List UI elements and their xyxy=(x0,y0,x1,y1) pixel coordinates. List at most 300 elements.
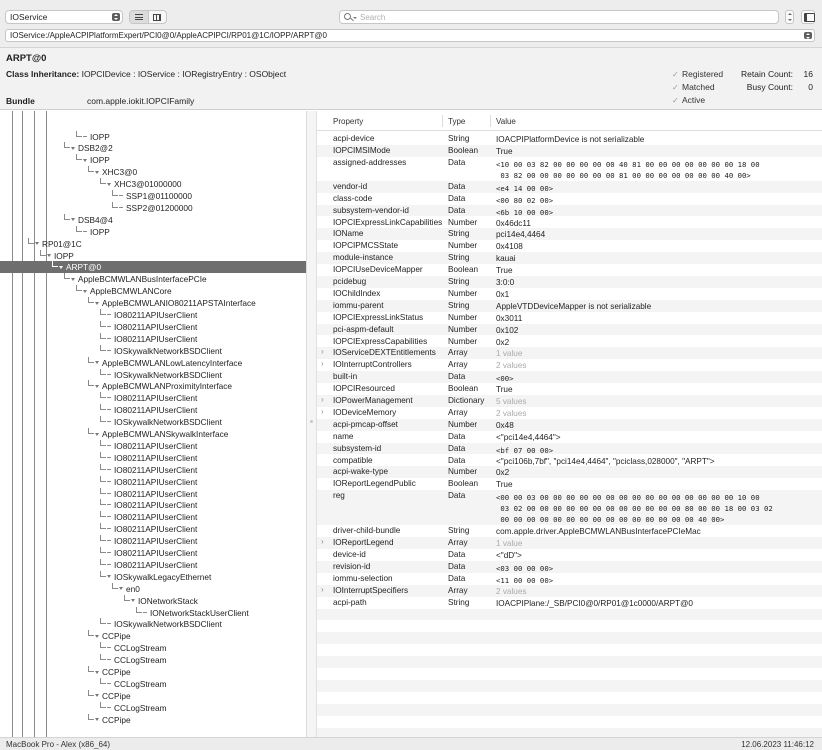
tree-node[interactable] xyxy=(0,142,307,154)
property-value: <00 80 02 00> xyxy=(496,195,554,205)
property-type: Array xyxy=(448,360,468,370)
property-type: Number xyxy=(448,241,478,251)
retain-count-label: Retain Count: xyxy=(741,69,793,79)
tree-node[interactable] xyxy=(0,154,307,166)
property-value: <bf 07 00 00> xyxy=(496,445,554,455)
tree-node[interactable] xyxy=(0,607,307,619)
tree-node[interactable] xyxy=(0,380,307,392)
tree-connector xyxy=(100,547,106,553)
property-row[interactable] xyxy=(317,455,822,467)
property-row[interactable] xyxy=(317,288,822,300)
checkmark-icon: ✓ xyxy=(672,96,679,105)
tree-connector xyxy=(88,690,94,696)
empty-row xyxy=(317,716,822,728)
tree-node-label: CCPipe xyxy=(102,690,131,701)
disclosure-triangle-icon[interactable] xyxy=(131,599,135,602)
property-name: subsystem-vendor-id xyxy=(333,205,409,215)
property-name: reg xyxy=(333,491,345,501)
property-name: IOPCIResourced xyxy=(333,384,395,394)
property-row[interactable] xyxy=(317,240,822,252)
property-type: Data xyxy=(448,157,466,167)
property-name: acpi-pmcap-offset xyxy=(333,419,398,429)
tree-connector xyxy=(76,226,82,232)
property-name: IOReportLegendPublic xyxy=(333,479,416,489)
tree-node[interactable] xyxy=(0,178,307,190)
property-type: String xyxy=(448,597,470,607)
tree-node[interactable] xyxy=(0,261,307,273)
tree-node-label: CCPipe xyxy=(102,667,131,677)
property-type: String xyxy=(448,229,470,239)
tree-connector xyxy=(88,357,94,363)
tree-node[interactable] xyxy=(0,523,307,535)
disclosure-triangle-icon[interactable] xyxy=(95,718,99,721)
property-row[interactable] xyxy=(317,133,822,145)
leaf-dash-icon xyxy=(107,338,111,339)
tree-node-label: AppleBCMWLANLowLatencyInterface xyxy=(102,357,243,368)
property-row[interactable] xyxy=(317,371,822,383)
sidebar-toggle-button[interactable] xyxy=(801,10,815,24)
tree-node[interactable] xyxy=(0,559,307,571)
property-type: Data xyxy=(448,550,466,559)
tree-node[interactable] xyxy=(0,285,307,297)
column-separator[interactable] xyxy=(490,115,491,127)
property-row[interactable] xyxy=(317,549,822,561)
tree-connector xyxy=(112,190,118,196)
property-type: String xyxy=(448,253,470,263)
registry-path: IOService:/AppleACPIPlatformExpert/PCI0@0/AppleACPIPCI/RP01@1C/IOPP/ARPT@0 xyxy=(10,31,327,40)
leaf-dash-icon xyxy=(107,326,111,327)
property-row[interactable] xyxy=(317,431,822,443)
tree-node-label: IOPP xyxy=(90,131,110,142)
tree-node-label: IOSkywalkLegacyEthernet xyxy=(114,571,212,582)
disclosure-triangle-icon[interactable] xyxy=(83,290,87,293)
tree-connector xyxy=(76,154,82,160)
tree-node[interactable] xyxy=(0,618,307,630)
disclosure-triangle-icon[interactable] xyxy=(83,159,87,162)
property-row[interactable] xyxy=(317,466,822,478)
tree-node-label: DSB2@2 xyxy=(78,143,113,154)
tree-node[interactable] xyxy=(0,166,307,178)
tree-node[interactable] xyxy=(0,190,307,202)
class-inheritance-label: Class Inheritance: xyxy=(6,69,80,79)
property-name: IOReportLegend xyxy=(333,538,394,548)
property-value: True xyxy=(496,480,513,490)
tree-node[interactable] xyxy=(0,440,307,452)
disclosure-triangle-icon[interactable] xyxy=(71,147,75,150)
tree-connector xyxy=(100,511,106,517)
tree-node-label: IO80211APIUserClient xyxy=(114,524,198,535)
disclosure-triangle-icon[interactable] xyxy=(95,385,99,388)
property-name: pci-aspm-default xyxy=(333,324,394,334)
tree-connector xyxy=(88,380,94,386)
property-row[interactable] xyxy=(317,264,822,276)
property-name: built-in xyxy=(333,372,358,382)
tree-node-label: CCLogStream xyxy=(114,643,167,654)
property-row[interactable] xyxy=(317,300,822,312)
bundle-label: Bundle xyxy=(6,96,35,106)
plane-select-value: IOService xyxy=(10,12,48,22)
tree-connector xyxy=(52,261,58,267)
tree-node[interactable] xyxy=(0,416,307,428)
property-name: IOPCIUseDeviceMapper xyxy=(333,265,423,275)
leaf-dash-icon xyxy=(83,136,87,137)
property-row[interactable] xyxy=(317,407,822,419)
property-type: Data xyxy=(448,455,466,465)
tree-node[interactable] xyxy=(0,250,307,262)
tree-connector xyxy=(64,273,70,279)
tree-node[interactable] xyxy=(0,595,307,607)
property-value: <"pci14e4,4464"> xyxy=(496,432,561,442)
property-value: 1 value xyxy=(496,349,523,359)
expand-chevron-icon[interactable]: › xyxy=(321,584,324,594)
tree-node[interactable] xyxy=(0,321,307,333)
tree-node[interactable] xyxy=(0,309,307,321)
properties-table[interactable] xyxy=(317,111,822,737)
property-row[interactable] xyxy=(317,193,822,205)
leaf-dash-icon xyxy=(107,540,111,541)
view-mode-toggle[interactable] xyxy=(129,10,167,24)
leaf-dash-icon xyxy=(107,481,111,482)
property-row[interactable] xyxy=(317,395,822,407)
disclosure-triangle-icon[interactable] xyxy=(107,183,111,186)
property-name: iommu-selection xyxy=(333,573,393,583)
tree-node[interactable] xyxy=(0,357,307,369)
property-type: Boolean xyxy=(448,479,479,489)
tree-node-label: DSB4@4 xyxy=(78,214,113,225)
property-name: subsystem-id xyxy=(333,443,382,453)
leaf-dash-icon xyxy=(107,421,111,422)
property-value: 0x1 xyxy=(496,289,510,299)
tree-connector xyxy=(100,642,106,648)
tree-node-label: IONetworkStack xyxy=(138,595,198,606)
tree-node[interactable] xyxy=(0,345,307,357)
tree-node-label: RP01@1C xyxy=(42,238,82,249)
property-row[interactable] xyxy=(317,525,822,537)
property-name: assigned-addresses xyxy=(333,157,407,167)
leaf-dash-icon xyxy=(83,231,87,232)
property-name: IOPCIMSIMode xyxy=(333,145,391,155)
tree-node[interactable] xyxy=(0,571,307,583)
tree-connector xyxy=(100,488,106,494)
tree-connector xyxy=(40,250,46,256)
leaf-dash-icon xyxy=(107,314,111,315)
property-row[interactable] xyxy=(317,336,822,348)
disclosure-triangle-icon[interactable] xyxy=(119,587,123,590)
property-name: vendor-id xyxy=(333,181,368,191)
leaf-dash-icon xyxy=(107,374,111,375)
property-value: <11 00 00 00> xyxy=(496,575,554,585)
property-value: <00 00 03 00 00 00 00 00 00 00 00 00 00 00 00 00 00 00 10 00 03 02 00 00 00 00 00 00 00 00 00 00 00 00 80 00 00 18 00 03 02 00 00 00 00 00 00 00 00 00 00 00 00 00 00 00 40 00> xyxy=(496,493,773,525)
tree-connector xyxy=(64,142,70,148)
tree-connector xyxy=(100,523,106,529)
tree-node[interactable] xyxy=(0,464,307,476)
tree-node[interactable] xyxy=(0,404,307,416)
search-options-caret-icon[interactable] xyxy=(353,17,357,19)
split-view-divider[interactable] xyxy=(307,111,317,737)
column-header-property[interactable]: Property xyxy=(333,117,364,126)
tree-connector xyxy=(88,630,94,636)
tree-connector xyxy=(112,583,118,589)
tree-node-label: IONetworkStackUserClient xyxy=(150,607,249,618)
tree-node[interactable] xyxy=(0,654,307,666)
property-row[interactable] xyxy=(317,312,822,324)
property-name: compatible xyxy=(333,455,373,465)
tree-connector xyxy=(100,618,106,624)
property-type: Data xyxy=(448,181,466,191)
disclosure-triangle-icon[interactable] xyxy=(107,575,111,578)
columns-icon xyxy=(153,14,161,21)
property-row[interactable] xyxy=(317,145,822,157)
disclosure-triangle-icon[interactable] xyxy=(95,433,99,436)
property-row[interactable] xyxy=(317,217,822,229)
tree-node[interactable] xyxy=(0,499,307,511)
tree-connector xyxy=(88,297,94,303)
property-type: Number xyxy=(448,217,478,227)
property-value: 0x2 xyxy=(496,468,510,478)
column-separator[interactable] xyxy=(442,115,443,127)
property-value: 2 values xyxy=(496,586,527,596)
tree-connector xyxy=(88,166,94,172)
property-type: Boolean xyxy=(448,145,479,155)
property-type: String xyxy=(448,526,470,536)
property-row[interactable] xyxy=(317,573,822,585)
expand-chevron-icon[interactable]: › xyxy=(321,406,324,416)
tree-node[interactable] xyxy=(0,511,307,523)
tree-node-label: IO80211APIUserClient xyxy=(114,536,198,547)
property-row[interactable] xyxy=(317,597,822,609)
leaf-dash-icon xyxy=(107,504,111,505)
tree-node[interactable] xyxy=(0,226,307,238)
tree-node-label: IO80211APIUserClient xyxy=(114,321,198,332)
tree-node[interactable] xyxy=(0,547,307,559)
disclosure-triangle-icon[interactable] xyxy=(71,218,75,221)
property-name: driver-child-bundle xyxy=(333,526,401,536)
tree-node-label: IO80211APIUserClient xyxy=(114,548,198,558)
property-name: IOPCIExpressCapabilities xyxy=(333,336,428,346)
property-row[interactable] xyxy=(317,276,822,288)
tree-node-label: CCPipe xyxy=(102,714,131,725)
property-value: 2 values xyxy=(496,408,527,418)
tree-node-label: IO80211APIUserClient xyxy=(114,559,198,570)
disclosure-triangle-icon[interactable] xyxy=(95,171,99,174)
tree-node[interactable] xyxy=(0,583,307,595)
tree-connector xyxy=(100,678,106,684)
empty-row xyxy=(317,656,822,668)
tree-connector xyxy=(76,131,82,137)
property-row[interactable] xyxy=(317,228,822,240)
tree-node[interactable] xyxy=(0,202,307,214)
property-row[interactable] xyxy=(317,585,822,597)
search-input[interactable] xyxy=(360,11,770,23)
tree-node[interactable] xyxy=(0,297,307,309)
tree-connector xyxy=(100,369,106,375)
chevron-updown-icon xyxy=(112,13,120,21)
registry-tree[interactable] xyxy=(0,111,307,737)
tree-node[interactable] xyxy=(0,476,307,488)
tree-node-label: IOPP xyxy=(90,226,110,237)
property-value: <6b 10 00 00> xyxy=(496,207,554,217)
tree-connector xyxy=(124,595,130,601)
disclosure-triangle-icon[interactable] xyxy=(47,254,51,257)
tree-node-label: IO80211APIUserClient xyxy=(114,393,198,404)
tree-connector xyxy=(100,404,106,410)
search-field[interactable] xyxy=(339,10,779,24)
property-type: Array xyxy=(448,585,468,595)
disclosure-triangle-icon[interactable] xyxy=(71,278,75,281)
property-row[interactable] xyxy=(317,383,822,395)
tree-node-label: AppleBCMWLANCore xyxy=(90,286,172,297)
property-value: <10 00 03 82 00 00 00 00 00 40 81 00 00 00 00 00 00 00 18 00 03 82 00 00 00 00 00 00 00 81 00 00 00 00 00 00 00 40 00> xyxy=(496,159,760,180)
tree-node-label: AppleBCMWLANProximityInterface xyxy=(102,381,233,392)
empty-row xyxy=(317,728,822,738)
property-type: Number xyxy=(448,419,478,429)
disclosure-triangle-icon[interactable] xyxy=(95,671,99,674)
property-row[interactable] xyxy=(317,490,822,525)
property-type: Data xyxy=(448,372,466,382)
property-type: Number xyxy=(448,288,478,298)
property-row[interactable] xyxy=(317,478,822,490)
tree-node[interactable] xyxy=(0,392,307,404)
tree-node[interactable] xyxy=(0,428,307,440)
property-type: Array xyxy=(448,348,468,358)
property-row[interactable] xyxy=(317,537,822,549)
empty-row xyxy=(317,632,822,644)
tree-node-label: CCPipe xyxy=(102,631,131,642)
column-header-type[interactable]: Type xyxy=(448,117,466,126)
status-label: Matched xyxy=(682,82,715,92)
tree-connector xyxy=(64,214,70,220)
search-stepper[interactable] xyxy=(785,10,794,24)
property-name: class-code xyxy=(333,193,373,203)
tree-connector xyxy=(100,464,106,470)
tree-node[interactable] xyxy=(0,131,307,143)
column-header-value[interactable]: Value xyxy=(496,117,516,126)
property-row[interactable] xyxy=(317,157,822,181)
property-name: revision-id xyxy=(333,561,371,571)
property-type: Data xyxy=(448,443,466,453)
property-type: Number xyxy=(448,467,478,477)
tree-node[interactable] xyxy=(0,369,307,381)
tree-node-label: IOSkywalkNetworkBSDClient xyxy=(114,369,222,380)
tree-connector xyxy=(136,607,142,613)
tree-node-label: IO80211APIUserClient xyxy=(114,476,198,487)
disclosure-triangle-icon[interactable] xyxy=(35,242,39,245)
tree-connector xyxy=(100,345,106,351)
property-value: 5 values xyxy=(496,397,527,406)
expand-chevron-icon[interactable]: › xyxy=(321,359,324,369)
tree-node[interactable] xyxy=(0,488,307,500)
tree-node-label: IO80211APIUserClient xyxy=(114,488,198,499)
tree-node[interactable] xyxy=(0,214,307,226)
property-row[interactable] xyxy=(317,324,822,336)
tree-node-label: CCLogStream xyxy=(114,655,167,666)
tree-node[interactable] xyxy=(0,714,307,726)
tree-node[interactable] xyxy=(0,702,307,714)
leaf-dash-icon xyxy=(107,493,111,494)
property-name: iommu-parent xyxy=(333,300,384,310)
tree-node[interactable] xyxy=(0,642,307,654)
empty-row xyxy=(317,668,822,680)
tree-node[interactable] xyxy=(0,273,307,285)
plane-select[interactable] xyxy=(5,10,123,24)
property-value: 0x46dc11 xyxy=(496,218,531,228)
property-row[interactable] xyxy=(317,443,822,455)
property-type: Boolean xyxy=(448,384,479,394)
property-row[interactable] xyxy=(317,419,822,431)
property-name: IOInterruptControllers xyxy=(333,360,412,370)
disclosure-triangle-icon[interactable] xyxy=(95,302,99,305)
property-value: 0x2 xyxy=(496,337,510,347)
property-type: Boolean xyxy=(448,265,479,275)
leaf-dash-icon xyxy=(143,612,147,613)
leaf-dash-icon xyxy=(107,457,111,458)
list-view-button[interactable] xyxy=(130,11,149,23)
tree-connector xyxy=(76,285,82,291)
property-row[interactable] xyxy=(317,561,822,573)
tree-node-label: IOSkywalkNetworkBSDClient xyxy=(114,417,222,428)
busy-count-label: Busy Count: xyxy=(746,82,793,92)
tree-node[interactable] xyxy=(0,630,307,642)
disclosure-triangle-icon[interactable] xyxy=(95,694,99,697)
expand-chevron-icon[interactable]: › xyxy=(321,347,324,357)
tree-node[interactable] xyxy=(0,666,307,678)
expand-chevron-icon[interactable]: › xyxy=(321,537,324,547)
tree-node[interactable] xyxy=(0,690,307,702)
tree-node-label: SSP2@01200000 xyxy=(126,202,193,213)
property-type: Data xyxy=(448,205,466,215)
class-inheritance xyxy=(6,69,286,79)
checkmark-icon: ✓ xyxy=(672,83,679,92)
tree-node[interactable] xyxy=(0,452,307,464)
tree-node[interactable] xyxy=(0,678,307,690)
property-value: 0x4108 xyxy=(496,242,523,252)
property-name: IOInterruptSpecifiers xyxy=(333,585,409,595)
property-row[interactable] xyxy=(317,359,822,371)
disclosure-triangle-icon[interactable] xyxy=(95,361,99,364)
tree-node-label: XHC3@01000000 xyxy=(114,179,182,190)
registry-path-field[interactable] xyxy=(5,29,815,42)
property-type: Dictionary xyxy=(448,396,485,405)
tree-node-label: IOPP xyxy=(90,155,110,166)
tree-node[interactable] xyxy=(0,535,307,547)
tree-node[interactable] xyxy=(0,238,307,250)
property-name: pcidebug xyxy=(333,277,367,286)
tree-node[interactable] xyxy=(0,333,307,345)
expand-chevron-icon[interactable]: › xyxy=(321,395,324,404)
tree-node-label: IO80211APIUserClient xyxy=(114,512,198,523)
property-type: Number xyxy=(448,324,478,334)
tree-connector xyxy=(88,714,94,720)
tree-connector xyxy=(100,333,106,339)
property-row[interactable] xyxy=(317,205,822,217)
property-name: acpi-device xyxy=(333,134,375,143)
property-value: com.apple.driver.AppleBCMWLANBusInterfacePCIeMac xyxy=(496,527,701,537)
tree-node-label: XHC3@0 xyxy=(102,167,138,178)
property-row[interactable] xyxy=(317,181,822,193)
leaf-dash-icon xyxy=(107,409,111,410)
column-view-button[interactable] xyxy=(149,11,167,23)
disclosure-triangle-icon[interactable] xyxy=(59,266,63,269)
property-row[interactable] xyxy=(317,252,822,264)
property-value: <"pci106b,7bf", "pci14e4,4464", "pciclass,028000", "ARPT"> xyxy=(496,456,715,466)
tree-connector xyxy=(100,535,106,541)
disclosure-triangle-icon[interactable] xyxy=(95,635,99,638)
tree-connector xyxy=(88,428,94,434)
property-row[interactable] xyxy=(317,347,822,359)
leaf-dash-icon xyxy=(107,528,111,529)
status-label: Registered xyxy=(682,69,724,79)
property-type: Data xyxy=(448,193,466,203)
